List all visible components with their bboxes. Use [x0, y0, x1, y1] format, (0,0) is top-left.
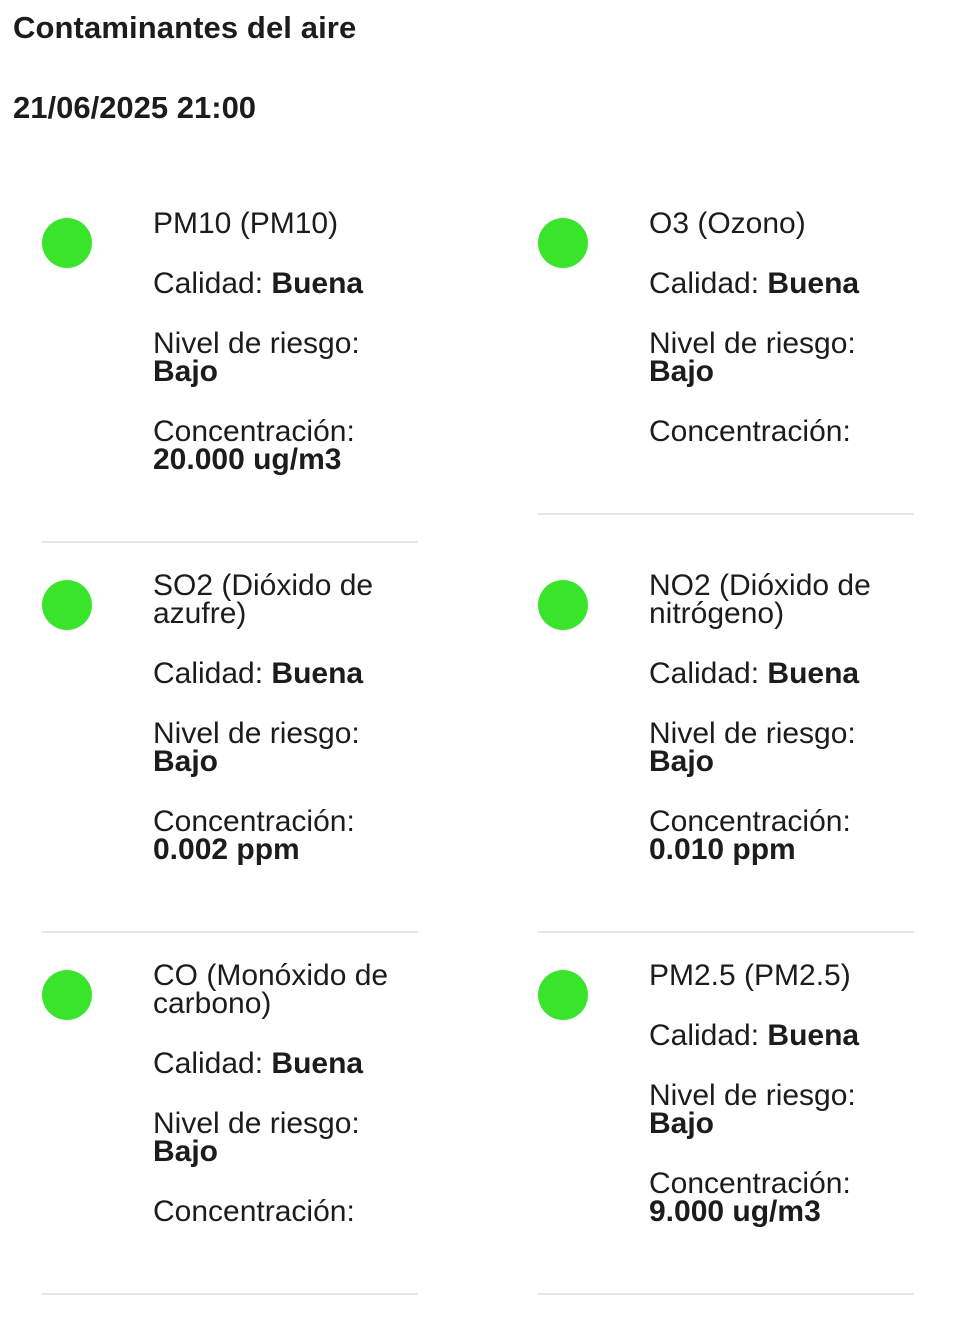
- card-divider: [42, 931, 418, 933]
- pollutant-details: [649, 569, 914, 896]
- pollutant-card: [42, 569, 418, 933]
- status-dot-icon: [538, 218, 588, 268]
- quality-label: Calidad:: [649, 267, 768, 300]
- concentration-label: Concentración:: [649, 415, 851, 448]
- pollutant-details: [649, 959, 914, 1258]
- concentration-label: Concentración:: [153, 1195, 355, 1228]
- risk-label: Nivel de riesgo:: [153, 717, 360, 750]
- risk-row: [649, 717, 914, 778]
- quality-row: [153, 267, 418, 300]
- card-divider: [42, 541, 418, 543]
- concentration-label: Concentración:: [649, 805, 851, 838]
- quality-label: Calidad:: [649, 657, 768, 690]
- concentration-row: [153, 415, 418, 476]
- risk-value: Bajo: [153, 355, 219, 388]
- risk-row: [153, 717, 418, 778]
- pollutant-name: [153, 569, 418, 630]
- concentration-row: [649, 415, 914, 448]
- quality-value: Buena: [271, 1047, 364, 1080]
- pollutant-details: [153, 959, 418, 1258]
- risk-label: Nivel de riesgo:: [649, 717, 856, 750]
- quality-row: [153, 657, 418, 690]
- pollutant-name: [649, 569, 914, 630]
- card-divider: [42, 1293, 418, 1295]
- pollutant-name-line: CO (Monóxido de: [153, 959, 389, 992]
- pollutant-card: [538, 569, 914, 933]
- pollutant-name-line: O3 (Ozono): [649, 207, 806, 240]
- concentration-label: Concentración:: [153, 805, 355, 838]
- risk-value: Bajo: [649, 355, 715, 388]
- quality-row: [649, 267, 914, 300]
- quality-row: [649, 1019, 914, 1052]
- concentration-value: 20.000 ug/m3: [153, 443, 342, 476]
- risk-value: Bajo: [649, 1107, 715, 1140]
- card-divider: [538, 1293, 914, 1295]
- quality-label: Calidad:: [153, 657, 272, 690]
- card-divider: [538, 513, 914, 515]
- pollutant-name-line: nitrógeno): [649, 597, 785, 630]
- pollutant-name: [153, 959, 418, 1020]
- quality-row: [649, 657, 914, 690]
- pollutant-name-line: NO2 (Dióxido de: [649, 569, 871, 602]
- card-divider: [538, 931, 914, 933]
- quality-value: Buena: [271, 657, 364, 690]
- status-dot-icon: [42, 970, 92, 1020]
- quality-label: Calidad:: [153, 267, 272, 300]
- risk-value: Bajo: [649, 745, 715, 778]
- risk-label: Nivel de riesgo:: [153, 327, 360, 360]
- pollutant-name-line: PM10 (PM10): [153, 207, 339, 240]
- concentration-row: [649, 805, 914, 866]
- risk-value: Bajo: [153, 745, 219, 778]
- pollutant-card: [42, 207, 418, 543]
- quality-label: Calidad:: [153, 1047, 272, 1080]
- concentration-value: 0.010 ppm: [649, 833, 796, 866]
- status-dot-icon: [42, 580, 92, 630]
- risk-label: Nivel de riesgo:: [649, 1079, 856, 1112]
- pollutant-card: [538, 207, 914, 516]
- status-dot-icon: [42, 218, 92, 268]
- risk-row: [649, 1079, 914, 1140]
- pollutant-card: [538, 959, 914, 1295]
- quality-value: Buena: [767, 1019, 860, 1052]
- pollutant-name: [649, 207, 914, 240]
- pollutant-details: [153, 569, 418, 896]
- quality-value: Buena: [767, 657, 860, 690]
- risk-label: Nivel de riesgo:: [649, 327, 856, 360]
- concentration-row: [153, 805, 418, 866]
- concentration-row: [153, 1195, 418, 1228]
- quality-value: Buena: [271, 267, 364, 300]
- pollutant-name-line: PM2.5 (PM2.5): [649, 959, 851, 992]
- pollutant-card: [42, 959, 418, 1295]
- pollutant-name-line: azufre): [153, 597, 247, 630]
- concentration-value: 0.002 ppm: [153, 833, 300, 866]
- risk-row: [153, 1107, 418, 1168]
- risk-row: [153, 327, 418, 388]
- pollutant-name: [153, 207, 418, 240]
- pollutant-name-line: SO2 (Dióxido de: [153, 569, 374, 602]
- measurement-timestamp: 21/06/2025 21:00: [13, 90, 257, 125]
- pollutant-name: [649, 959, 914, 992]
- concentration-row: [649, 1167, 914, 1228]
- pollutant-details: [649, 207, 914, 478]
- risk-value: Bajo: [153, 1135, 219, 1168]
- page-title: Contaminantes del aire: [13, 10, 357, 45]
- pollutant-details: [153, 207, 418, 506]
- quality-row: [153, 1047, 418, 1080]
- quality-label: Calidad:: [649, 1019, 768, 1052]
- pollutant-name-line: carbono): [153, 987, 272, 1020]
- status-dot-icon: [538, 970, 588, 1020]
- concentration-label: Concentración:: [649, 1167, 851, 1200]
- status-dot-icon: [538, 580, 588, 630]
- risk-row: [649, 327, 914, 388]
- concentration-label: Concentración:: [153, 415, 355, 448]
- risk-label: Nivel de riesgo:: [153, 1107, 360, 1140]
- concentration-value: 9.000 ug/m3: [649, 1195, 821, 1228]
- quality-value: Buena: [767, 267, 860, 300]
